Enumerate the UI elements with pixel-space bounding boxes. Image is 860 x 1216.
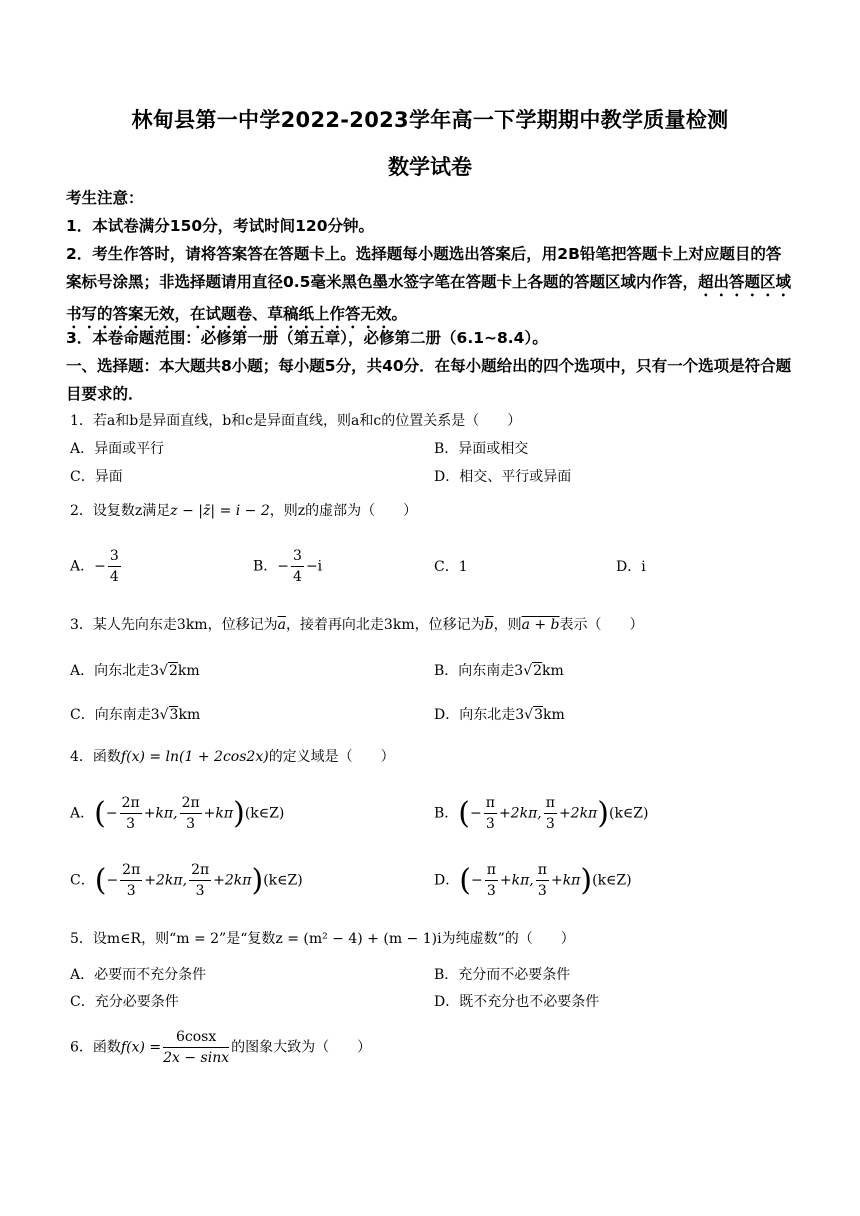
numerator: 2π <box>120 793 142 814</box>
question-2-stem-b: ，则z的虚部为（ ） <box>269 503 418 519</box>
numerator: 3 <box>108 546 121 567</box>
question-4-stem <box>70 746 395 766</box>
option-label: A． <box>70 805 95 822</box>
fraction <box>163 1027 229 1068</box>
numerator: π <box>536 860 549 881</box>
numerator: 2π <box>180 793 202 814</box>
unit: km <box>542 707 565 723</box>
question-5-stem: 5．设m∈R，则“m = 2”是“复数z = (m² − 4) + (m − 1)i为纯虚数”的（ ） <box>70 931 575 947</box>
domain-tail: (k∈Z) <box>608 805 649 822</box>
denominator: 3 <box>545 816 555 832</box>
notice-heading: 考生注意： <box>66 189 144 207</box>
question-3-stem-d: 表示（ ） <box>559 617 644 633</box>
question-4-option-d <box>434 860 632 901</box>
denominator: 4 <box>293 569 302 585</box>
denominator: 2x − sinx <box>163 1050 230 1066</box>
right-paren: ) <box>580 863 593 898</box>
radicand: 2 <box>533 663 543 679</box>
option-label: A． <box>70 558 95 575</box>
unit: km <box>542 663 564 679</box>
left-paren: ( <box>94 796 106 831</box>
question-3-option-b <box>434 660 564 680</box>
term: +kπ, <box>143 805 178 822</box>
question-2-option-a <box>70 546 123 587</box>
vector-b: $\overline{b}$ <box>484 617 494 633</box>
question-5-option-a: A．必要而不充分条件 <box>70 967 207 983</box>
option-text: A．向东北走3 <box>70 663 160 679</box>
fraction <box>108 546 121 587</box>
numerator: 2π <box>189 860 211 881</box>
question-3-option-a <box>70 660 200 680</box>
numerator: 6cosx <box>163 1027 229 1048</box>
denominator: 3 <box>186 816 196 832</box>
sqrt-sign: √ <box>159 707 169 723</box>
sqrt-sign: √ <box>524 707 534 723</box>
left-paren: ( <box>94 863 107 898</box>
term: +2kπ <box>558 805 598 822</box>
left-paren: ( <box>459 863 471 898</box>
denominator: 3 <box>126 883 136 899</box>
left-paren: ( <box>458 796 471 831</box>
question-3-stem-a: 3．某人先向东走3km，位移记为 <box>70 617 278 633</box>
question-4-function: f(x) = ln(1 + 2cos2x) <box>120 749 269 765</box>
option-label: B． <box>434 805 459 822</box>
notice-item-3: 3．本卷命题范围：必修第一册（第五章），必修第二册（6.1~8.4）。 <box>66 329 548 347</box>
fraction <box>189 860 211 901</box>
numerator: π <box>484 793 497 814</box>
option-text: B．向东南走3 <box>434 663 524 679</box>
fraction <box>484 793 497 834</box>
question-3-stem-b: ，接着再向北走3km，位移记为 <box>285 617 485 633</box>
term: +2kπ, <box>498 805 542 822</box>
notice-item-2-text: 2．考生作答时，请将答案答在答题卡上。选择题每小题选出答案后，用2B铅笔把答题卡上对应题目的答案标号涂黑；非选择题请用直径0.5毫米黑色墨水签字笔在答题卡上各题的答题区域内作答， <box>66 245 782 291</box>
question-1-option-d: D．相交、平行或异面 <box>434 469 572 485</box>
radicand: 3 <box>534 707 543 723</box>
question-2-stem-a: 2．设复数z满足 <box>70 503 171 519</box>
minus-sign: − <box>94 558 106 575</box>
question-6-stem-a: 6．函数 <box>70 1039 121 1056</box>
vector-a: $\overline{a}$ <box>277 617 286 633</box>
minus-sign: − <box>105 805 118 822</box>
denominator: 3 <box>126 816 136 832</box>
right-paren: ) <box>597 796 609 831</box>
question-6-stem-b: 的图象大致为（ ） <box>231 1039 372 1056</box>
right-paren: ) <box>233 796 245 831</box>
question-4-option-b <box>434 793 648 834</box>
question-2-equation: z − |z̄| = i − 2 <box>170 503 270 519</box>
denominator: 4 <box>109 569 119 585</box>
question-3-option-d <box>434 704 565 724</box>
option-label: B． <box>253 558 278 575</box>
term: +kπ, <box>499 872 534 889</box>
radicand: 3 <box>169 707 179 723</box>
term: +kπ <box>550 872 581 889</box>
denominator: 3 <box>195 883 205 899</box>
question-6-function: f(x) = <box>120 1039 162 1056</box>
question-2-option-d: D．i <box>616 559 646 575</box>
domain-tail: (k∈Z) <box>592 872 632 889</box>
term: +2kπ, <box>144 872 188 889</box>
denominator: 3 <box>485 816 495 832</box>
question-4-option-a <box>70 793 284 834</box>
term: +2kπ <box>213 872 252 889</box>
denominator: 3 <box>537 883 547 899</box>
minus-sign: − <box>277 558 290 575</box>
fraction <box>544 793 557 834</box>
question-2-option-b <box>253 546 322 587</box>
question-5-option-d: D．既不充分也不必要条件 <box>434 994 600 1010</box>
question-1-option-b: B．异面或相交 <box>434 441 529 457</box>
denominator: 3 <box>486 883 496 899</box>
option-label: D． <box>434 872 460 889</box>
notice-item-1: 1．本试卷满分150分，考试时间120分钟。 <box>66 217 374 235</box>
question-5-option-b: B．充分而不必要条件 <box>434 967 571 983</box>
option-label: C． <box>70 872 95 889</box>
fraction <box>485 860 498 901</box>
term: +kπ <box>203 805 234 822</box>
question-1-stem: 1．若a和b是异面直线，b和c是异面直线，则a和c的位置关系是（ ） <box>70 413 522 429</box>
vector-sum: a + b <box>521 617 560 633</box>
exam-subtitle: 数学试卷 <box>388 155 472 179</box>
minus-sign: − <box>470 805 482 822</box>
numerator: 3 <box>291 546 304 567</box>
minus-sign: − <box>106 872 119 889</box>
sqrt-sign: √ <box>523 663 533 679</box>
option-text: C．向东南走3 <box>70 707 160 723</box>
question-2-option-c: C．1 <box>434 559 468 575</box>
question-6-stem <box>70 1027 371 1068</box>
notice-item-2 <box>66 240 794 332</box>
question-1-option-c: C．异面 <box>70 469 123 485</box>
imaginary-tail: −i <box>305 558 323 575</box>
unit: km <box>178 707 201 723</box>
fraction <box>180 793 202 834</box>
domain-tail: (k∈Z) <box>263 872 303 889</box>
section-1-heading: 一、选择题：本大题共8小题；每小题5分，共40分．在每小题给出的四个选项中，只有一个选项是符合题目要求的． <box>66 357 792 403</box>
question-3-stem <box>70 614 644 634</box>
minus-sign: − <box>470 872 483 889</box>
numerator: π <box>485 860 498 881</box>
option-text: D．向东北走3 <box>434 707 525 723</box>
question-4-option-c <box>70 860 303 901</box>
numerator: 2π <box>120 860 142 881</box>
exam-title: 林甸县第一中学2022-2023学年高一下学期期中教学质量检测 <box>131 108 729 132</box>
fraction <box>291 546 304 587</box>
fraction <box>536 860 549 901</box>
question-3-stem-c: ，则 <box>493 617 522 633</box>
domain-tail: (k∈Z) <box>244 805 285 822</box>
notice-item-2-emphasis: 超出答题区域书写的答案无效，在试题卷、草稿纸上作答无效。 <box>66 273 791 323</box>
question-3-option-c <box>70 704 200 724</box>
question-2-stem <box>70 500 417 520</box>
question-1-option-a: A．异面或平行 <box>70 441 165 457</box>
fraction <box>120 860 142 901</box>
sqrt-sign: √ <box>159 663 168 679</box>
question-4-stem-b: 的定义域是（ ） <box>268 749 395 765</box>
unit: km <box>177 663 200 679</box>
question-4-stem-a: 4．函数 <box>70 749 121 765</box>
fraction <box>120 793 142 834</box>
radicand: 2 <box>168 663 178 679</box>
question-5-option-c: C．充分必要条件 <box>70 994 179 1010</box>
numerator: π <box>544 793 557 814</box>
right-paren: ) <box>251 863 264 898</box>
